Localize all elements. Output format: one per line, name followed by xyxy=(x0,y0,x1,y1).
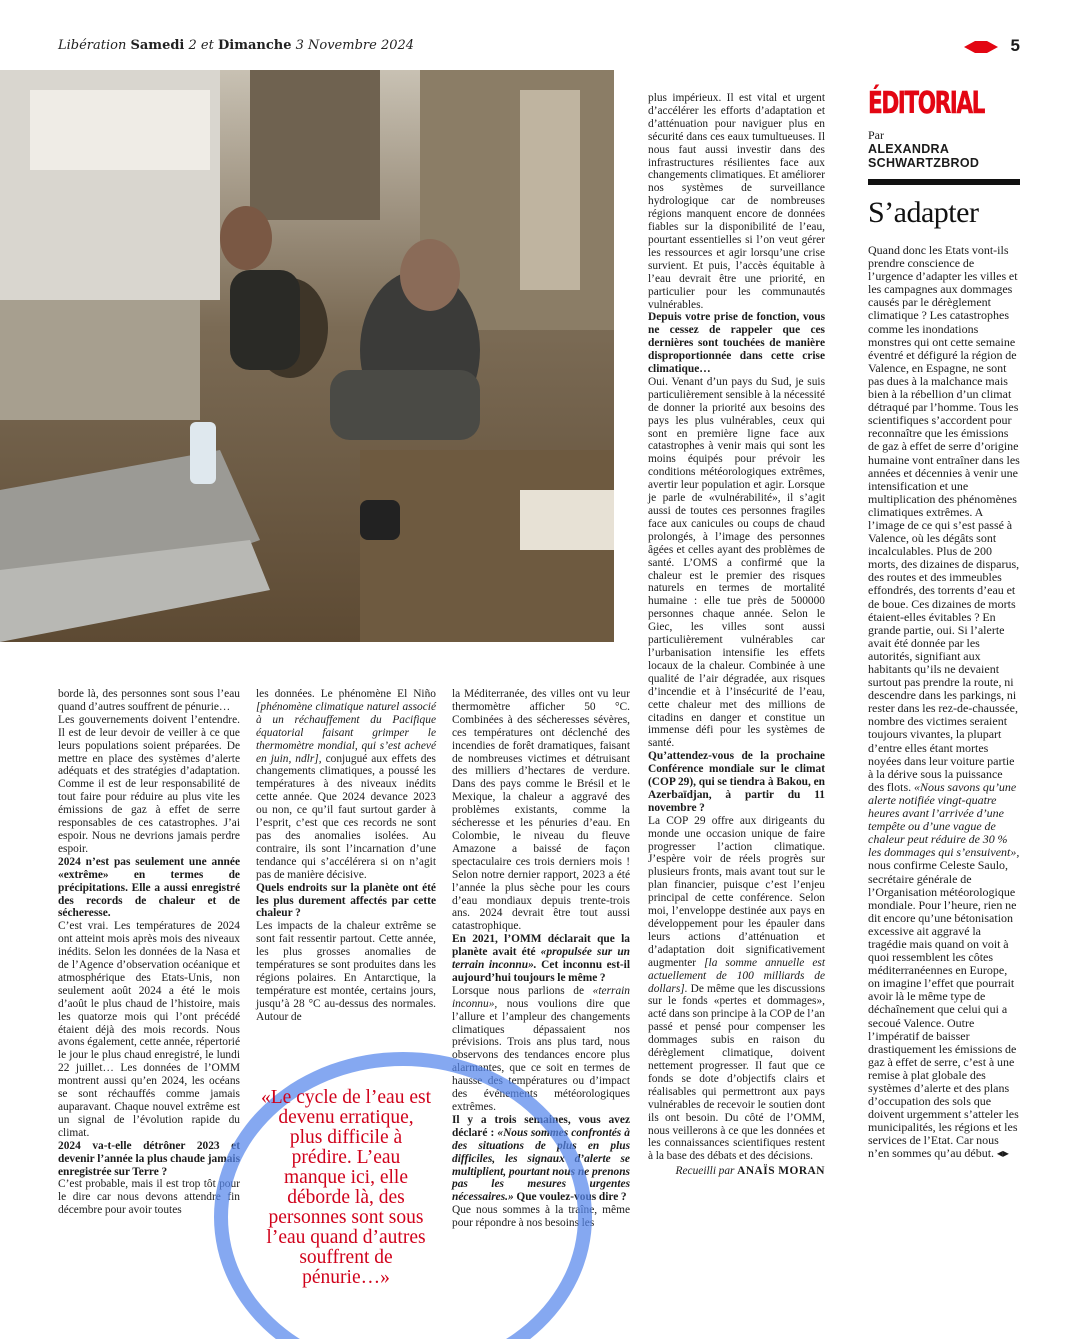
paragraph: Oui. Venant d’un pays du Sud, je suis particulièrement sensible à la nécessité de donner la priorité aux besoins des pays les plus vulnérables, ceux qui sont en première ligne face aux catastrophes à venir mais qui sont les moins équipés pour prévoir les conditions météorologiques extrêmes, avertir leur population et agir. Lorsque je parle de «vulnérabilité», il s’agit aussi de toutes ces personnes fragiles face aux canicules ou coups de chaud prolongés, à l’image des personnes âgées et celles ayant des problèmes de santé. L’OMS a confirmé que la chaleur est le premier des risques naturels en termes de mortalité humaine : elle tue près de 500000 personnes chaque année. Selon le Giec, les villes sont aussi particulièrement vulnérables car l’urbanisation intensifie les effets locaux de la chaleur. Combinée à une qualité de l’air dégradée, aux risques d’incendie et à l’insécurité de l’eau, cette chaleur met des millions de citadins en danger et constitue un immense défi pour les systèmes de santé. xyxy=(648,375,825,750)
page-header xyxy=(58,38,414,53)
paragraph xyxy=(256,688,436,882)
text-run: Quand donc les Etats vont-ils prendre conscience de l’urgence d’adapter les villes et les campagnes aux dommages causés par le dérèglement climatique ? Les catastrophes comme les inondations monstres qui ont cette semaine éventré et défiguré la région de Valence, en Espagne, ne sont pas dues à la malchance mais bien à la rébellion d’un climat détraqué par l’homme. Tous les scientifiques s’accordent pour reconnaître que les émissions de gaz à effet de serre d’origine humaine vont entraîner dans les années et décennies à venir une intensification et une multiplication des phénomènes climatiques extrêmes. A l’image de ce qui s’est passé à Valence, où les dégâts sont incalculables. Plus de 200 morts, des dizaines de disparus, des routes et des immeubles effondrés, des torrents d’eau et de boue. Ces dizaines de morts étaient-elles évitables ? En grande partie, oui. Si l’alerte avait été donnée par les autorités, signifiant aux habitants qu’ils ne devaient surtout pas prendre la route, ni descendre dans les parkings, ni rester dans les rez-de-chaussée, nombre des victimes seraient toujours vivantes, la plupart d’entre elles étant mortes noyées dans leur voiture partie à la dérive sous la puissance des flots. xyxy=(868,243,1020,794)
interview-column-1 xyxy=(58,688,240,1217)
paragraph: C’est vrai. Les températures de 2024 ont atteint mois après mois des niveaux inédits. Selon les données de la Nasa et de l’Agence d’observation océanique et atmosphérique des Etats-Unis, non seulement août 2024 a été le mois d’août le plus chaud de l’histoire, mais les quatorze mois qui l’ont précédé étaient déjà des mois records. Nous avons également, cette année, répertorié le jour le plus chaud enregistré, le lundi 22 juillet… Les données de l’OMM montrent aussi qu’en 2024, les océans se sont réchauffés comme jamais auparavant. Chaque nouvel extrême est un signal de l’évolution rapide du climat. xyxy=(58,920,240,1139)
text-run: les données. Le phénomène El Niño xyxy=(256,688,436,700)
paragraph: C’est probable, mais il est trop tôt pour le dire car nous devons attendre fin décembre pour avoir toutes xyxy=(58,1178,240,1217)
paragraph: Que nous sommes à la traîne, même pour répondre à nos besoins les xyxy=(452,1204,630,1230)
interview-column-2 xyxy=(256,688,436,1024)
paragraph xyxy=(648,815,825,1163)
interview-question: 2024 va-t-elle détrôner 2023 et devenir l’année la plus chaude jamais enregistrée sur Terre ? xyxy=(58,1139,240,1178)
editorial-body xyxy=(868,244,1020,1161)
byline-author: ANAÏS MORAN xyxy=(737,1165,825,1178)
paragraph xyxy=(868,244,1020,1161)
text-run: De même que les discussions sur le fonds «pertes et dommages», acté dans son principe à la COP de l’an passé et pensé pour compenser les dommages subis en raison du dérèglement climatique, doivent nettement progresser. Il faut que ce fonds se dote d’objectifs clairs et réalisables qui permettront aux pays vulnérables de recevoir le soutien dont ils ont besoin. Du côté de l’OMM, nous veillerons à ce que les données et les connaissances scientifiques restent à la base des débats et des décisions. xyxy=(648,982,826,1163)
page-number: 5 xyxy=(1010,36,1020,55)
editorial-author xyxy=(868,142,979,170)
paragraph: Les gouvernements doivent l’entendre. Il est de leur devoir de veiller à ce que leurs populations soient préparées. De mettre en place des systèmes d’alerte adéquats et des stratégies d’adaptation. Comme il est de leur responsabilité de tout faire pour réduire au plus vite les émissions de gaz à effet de serre responsables de ces catastrophes. J’ai espoir. Nous ne devrions jamais perdre espoir. xyxy=(58,713,240,855)
editorial-title: S’adapter xyxy=(868,196,979,229)
quote-run: «Nous savons qu’une alerte notifiée vingt-quatre heures avant l’arrivée d’une tempête ou d’une vague de chaleur peut réduire de 30 % les dommages qui s’ensuivent», xyxy=(868,779,1020,860)
interview-question: Depuis votre prise de fonction, vous ne cessez de rappeler que ces dernières sont touchées de manière disproportionnée dans cette crise climatique… xyxy=(648,311,825,376)
text-run: Il y a trois semaines, vous avez déclaré : xyxy=(452,1113,630,1139)
quote-run: «propulsée sur un terrain inconnu». xyxy=(452,946,630,972)
day-saturday: Samedi xyxy=(130,38,185,53)
day-sunday: Dimanche xyxy=(217,38,292,53)
text-run: nous confirme Celeste Saulo, secrétaire générale de l’Organisation météorologique mondiale. Pour l’heure, rien ne dit encore qu’une bétonisation excessive ait aggravé la tragédie mais quand on voit à quoi ressemblent les côtes méditerranéennes en Europe, on imagine l’effet que pourrait avoir là le même type de déchaînement que celui qui a secoué Valence. Outre l’impératif de baisser drastiquement les émissions de gaz à effet de serre, c’est à une remise à plat globale des systèmes d’alerte et des plans d’occupation des sols que doivent urgemment s’atteler les municipalités, les régions et les services de l’Etat. Car nous n’en sommes qu’au début. xyxy=(868,858,1019,1161)
paper-name: Libération xyxy=(58,38,127,53)
text-run: Que voulez-vous dire ? xyxy=(516,1191,627,1204)
quote-run: «terrain inconnu», xyxy=(452,984,630,1010)
paragraph: Les impacts de la chaleur extrême se sont fait ressentir partout. Cette année, les plus grosses anomalies de températures se sont produites dans les régions polaires. En Antarctique, la température est montée, certains jours, jusqu’à 28 °C au-dessus des normales. Autour de xyxy=(256,920,436,1023)
editor-note: [la somme annuelle est actuellement de 100 milliards de dollars]. xyxy=(648,956,825,995)
text-run: Cet inconnu est-il aujourd’hui toujours le même ? xyxy=(452,959,630,984)
flood-photo xyxy=(0,70,614,642)
byline-label: Recueilli par xyxy=(675,1165,735,1178)
text-run: La COP 29 offre aux dirigeants du monde une occasion unique de faire progresser l’action climatique. J’espère voir de réels progrès sur plusieurs fronts, mais avant tout sur le plan financier, puisque c’est l’enjeu principal de cette conférence. Selon moi, l’enveloppe destinée aux pays en développement pour les épauler dans leurs actions d’atténuation et d’adaptation doit significativement augmenter xyxy=(648,814,825,969)
text-run: En 2021, l’OMM déclarait que la planète avait été xyxy=(452,933,630,959)
text-run: nous voulions dire que l’allure et l’ampleur des changements climatiques dépassaient nos prévisions. Trois ans plus tard, nous observons des tendances encore plus alarmantes, que ce soit en termes de hausse des températures ou d’impact des événements météorologiques extrêmes. xyxy=(452,997,631,1113)
issue-date: 3 Novembre 2024 xyxy=(295,38,415,53)
editorial-par: Par xyxy=(868,128,884,142)
author-first: ALEXANDRA xyxy=(868,142,950,156)
text-run: Lorsque nous parlions de xyxy=(452,984,585,997)
quote-run: «Nous sommes confrontés à des situations de plus en plus difficiles, les signaux d’alerte se multiplient, pourtant nous ne prenons pas les mesures urgentes nécessaires.» xyxy=(452,1126,631,1204)
end-arrow-icon: ◂▸ xyxy=(996,1146,1009,1161)
paragraph: plus impérieux. Il est vital et urgent d’accélérer les efforts d’adaptation et d’atténuation pour naviguer plus en sécurité dans ces eaux tumultueuses. Il nous faut aussi investir dans des infrastructures résilientes face aux changements climatiques. Et améliorer nos systèmes de surveillance hydrologique car de nombreuses régions manquent encore de données fiables sur la disponibilité de l’eau, pourtant essentielles si l’on veut gérer les ressources et agir lorsqu’une crise survient. Et puis, l’accès équitable à l’eau devrait être une priorité, en particulier pour les communautés vulnérables. xyxy=(648,92,825,311)
author-last: SCHWARTZBROD xyxy=(868,156,980,170)
interview-question xyxy=(452,933,630,985)
text-run: conjugué aux effets des changements climatiques, a poussé les températures à des niveaux inédits cette année. Que 2024 devance 2023 ou non, ce qu’il faut surtout garder à l’esprit, c’est que ces records ne sont pas des anomalies isolées. Au contraire, ils sont l’incarnation d’une tendance qui s’accélérera si on n’agit pas de manière décisive. xyxy=(256,752,436,881)
paragraph: la Méditerranée, des villes ont vu leur thermomètre afficher 50 °C. Combinées à des sécheresses sévères, ces températures ont déclenché des incendies de forêt dramatiques, faisant de nombreuses victimes et détruisant des milliers d’hectares de verdure. Dans des pays comme le Brésil et le Mexique, la chaleur a aggravé des problèmes existants, comme la sécheresse et les pénuries d’eau. En Colombie, le niveau du fleuve Amazone a baissé de façon spectaculaire ces trois derniers mois ! Selon notre dernier rapport, 2023 a été l’année la plus sèche pour les cours d’eau mondiaux depuis trente-trois ans. 2024 devrait être tout aussi catastrophique. xyxy=(452,688,630,933)
arrow-icon xyxy=(964,41,998,53)
editor-note: [phénomène climatique naturel associé à un réchauffement du Pacifique équatorial faisant grimper le thermomètre mondial, qui s’est achevé en juin, ndlr], xyxy=(256,700,436,765)
interview-column-4 xyxy=(648,92,825,1178)
byline xyxy=(648,1165,825,1178)
interview-question: Qu’attendez-vous de la prochaine Conférence mondiale sur le climat (COP 29), qui se tiendra à Bakou, en Azerbaïdjan, à partir du 11 novembre ? xyxy=(648,750,825,814)
interview-question: Quels endroits sur la planète ont été les plus durement affectés par cette chaleur ? xyxy=(256,881,436,920)
pull-quote: «Le cycle de l’eau est devenu erratique, plus difficile à prédire. L’eau manque ici, elle déborde là, des personnes sont sous l’eau quand d’autres souffrent de pénurie…» xyxy=(261,1087,431,1288)
date-mid: 2 et xyxy=(188,38,214,53)
editorial-rule xyxy=(868,179,1020,185)
interview-question: 2024 n’est pas seulement une année «extrême» en termes de précipitations. Elle a aussi enregistré des records de chaleur et de sécheresse. xyxy=(58,855,240,920)
paragraph: borde là, des personnes sont sous l’eau quand d’autres souffrent de pénurie… xyxy=(58,688,240,713)
editorial-label: ÉDITORIAL xyxy=(868,86,985,121)
